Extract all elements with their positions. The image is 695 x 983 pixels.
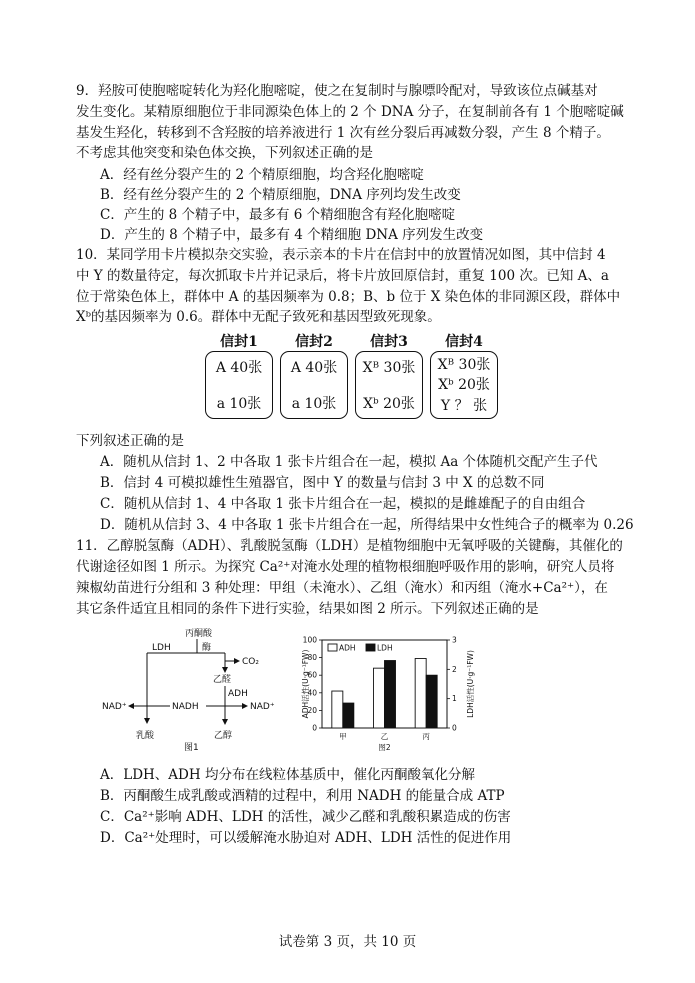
q11-stem-line-3: 辣椒幼苗进行分组和 3 种处理：甲组（未淹水）、乙组（淹水）和丙组（淹水+Ca²⁺），在 (76, 580, 608, 596)
q11-option-c: C．Ca²⁺影响 ADH、LDH 的活性，减少乙醛和乳酸积累造成的伤害 (100, 809, 511, 825)
q9-option-a: A．经有丝分裂产生的 2 个精原细胞，均含羟化胞嘧啶 (100, 167, 424, 183)
envelope-4 (430, 351, 498, 419)
nadh-label: NADH (172, 702, 199, 712)
nad-left-label: NAD⁺ (102, 702, 127, 712)
legend-label-adh: ADH (339, 643, 356, 653)
bar-adh-2 (374, 668, 385, 728)
envelope-3-card-2: Xᵇ 20张 (363, 396, 415, 412)
envelope-1-card-2: a 10张 (216, 396, 262, 412)
q9-option-b: B．经有丝分裂产生的 2 个精原细胞，DNA 序列均发生改变 (100, 187, 461, 203)
q10-stem-line-4: Xᵇ的基因频率为 0.6。群体中无配子致死和基因型致死现象。 (76, 309, 441, 325)
envelope-4-card-1: Xᴮ 30张 (437, 357, 491, 373)
q11-stem-line-2: 代谢途径如图 1 所示。为探究 Ca²⁺对淹水处理的植物根细胞呼吸作用的影响，研究人员将 (76, 559, 615, 575)
pyruvate-label: 丙酮酸 (185, 629, 213, 639)
envelope-1 (205, 351, 273, 419)
envelope-1-card-1: A 40张 (215, 360, 263, 376)
envelope-3 (355, 351, 423, 419)
q11-stem-line-4: 其它条件适宜且相同的条件下进行实验，结果如图 2 所示。下列叙述正确的是 (76, 601, 539, 617)
envelope-1-title: 信封1 (220, 334, 258, 350)
left-tick-label: 100 (302, 635, 317, 645)
enzyme-label: 酶 (202, 643, 212, 653)
envelope-2-card-1: A 40张 (290, 360, 338, 376)
page-footer: 试卷第 3 页，共 10 页 (278, 934, 417, 950)
left-tick-label: 20 (307, 705, 317, 715)
q9-option-c: C．产生的 8 个精子中，最多有 6 个精细胞含有羟化胞嘧啶 (100, 207, 456, 223)
q10-option-c: C．随机从信封 1、4 中各取 1 张卡片组合在一起，模拟的是雌雄配子的自由组合 (100, 496, 586, 512)
envelope-2-card-2: a 10张 (291, 396, 337, 412)
envelope-4-title: 信封4 (445, 334, 483, 350)
q9-stem-line-3: 基发生羟化，转移到不含羟胺的培养液进行 1 次有丝分裂后再减数分裂，产生 8 个精子。 (76, 125, 610, 141)
bar-ldh-1 (343, 703, 354, 728)
pathway-diagram (100, 626, 310, 754)
chart-bars (332, 658, 437, 728)
right-tick-label: 0 (452, 723, 457, 733)
ldh-label: LDH (152, 643, 171, 653)
q10-option-d: D．随机从信封 3、4 中各取 1 张卡片组合在一起，所得结果中女性纯合子的概率为 0.26 (100, 517, 634, 533)
acetaldehyde-label: 乙醛 (213, 675, 232, 685)
bar-adh-1 (332, 691, 343, 728)
q10-stem-line-1: 10．某同学用卡片模拟杂交实验，表示亲本的卡片在信封中的放置情况如图，其中信封 4 (76, 247, 606, 263)
category-label: 甲 (339, 732, 347, 741)
left-tick-label: 40 (307, 688, 317, 698)
legend-label-ldh: LDH (377, 643, 393, 653)
lactate-arrowhead (144, 718, 150, 724)
fig2-caption: 图2 (378, 743, 391, 752)
legend-swatch-ldh (366, 644, 375, 651)
right-tick-label: 1 (452, 694, 457, 704)
bar-ldh-2 (385, 661, 396, 728)
left-tick-label: 80 (307, 653, 317, 663)
envelope-4-card-3: Y ？ 张 (440, 398, 488, 414)
q11-stem-line-1: 11．乙醇脱氢酶（ADH）、乳酸脱氢酶（LDH）是植物细胞中无氧呼吸的关键酶，其催化的 (76, 538, 623, 554)
bar-ldh-3 (426, 675, 437, 728)
legend-swatch-adh (328, 644, 337, 651)
q11-option-a: A．LDH、ADH 均分布在线粒体基质中，催化丙酮酸氧化分解 (100, 767, 475, 783)
lactate-label: 乳酸 (136, 731, 155, 741)
right-tick-label: 2 (452, 664, 457, 674)
category-label: 丙 (422, 732, 430, 741)
envelope-2 (280, 351, 348, 419)
right-axis-title: LDH活性(U·g⁻¹FW) (466, 650, 475, 718)
bar-adh-3 (415, 658, 426, 728)
q9-stem-line-1: 9．羟胺可使胞嘧啶转化为羟化胞嘧啶，使之在复制时与腺嘌呤配对，导致该位点碱基对 (76, 83, 598, 99)
envelope-4-card-2: Xᵇ 20张 (438, 377, 490, 393)
right-tick-label: 3 (452, 635, 457, 645)
q10-option-b: B．信封 4 可模拟雄性生殖器官，图中 Y 的数量与信封 3 中 X 的总数不同 (100, 475, 545, 491)
adh-label: ADH (228, 689, 248, 699)
q11-option-d: D．Ca²⁺处理时，可以缓解淹水胁迫对 ADH、LDH 活性的促进作用 (100, 830, 512, 846)
q9-option-d: D．产生的 8 个精子中，最多有 4 个精细胞 DNA 序列发生改变 (100, 227, 484, 243)
q10-option-a: A．随机从信封 1、2 中各取 1 张卡片组合在一起，模拟 Aa 个体随机交配产生子代 (100, 454, 598, 470)
nad-right-arrowhead (242, 703, 248, 709)
q11-option-b: B．丙酮酸生成乳酸或酒精的过程中，利用 NADH 的能量合成 ATP (100, 788, 505, 804)
envelope-figure (200, 331, 500, 423)
left-axis-title: ADH活性(U·g⁻¹FW) (301, 649, 310, 719)
ethanol-label: 乙醇 (214, 731, 233, 741)
left-tick-label: 60 (307, 670, 317, 680)
envelope-2-title: 信封2 (295, 334, 333, 350)
envelope-3-card-1: Xᴮ 30张 (362, 360, 416, 376)
left-tick-label: 0 (312, 723, 317, 733)
q10-stem-line-2: 中 Y 的数量待定，每次抓取卡片并记录后，将卡片放回原信封，重复 100 次。已知 A、a (76, 268, 609, 284)
q10-stem-line-3: 位于常染色体上，群体中 A 的基因频率为 0.8；B、b 位于 X 染色体的非同源区段，群体中 (76, 289, 621, 305)
fig1-caption: 图1 (184, 743, 199, 753)
category-label: 乙 (380, 732, 389, 741)
q10-lead: 下列叙述正确的是 (76, 433, 184, 449)
ethanol-arrowhead (222, 719, 228, 725)
envelope-3-title: 信封3 (370, 334, 408, 350)
co2-arrowhead (234, 658, 240, 664)
q9-stem-line-4: 不考虑其他突变和染色体交换，下列叙述正确的是 (76, 145, 373, 161)
nad-right-label: NAD⁺ (250, 702, 275, 712)
q9-stem-line-2: 发生变化。某精原细胞位于非同源染色体上的 2 个 DNA 分子，在复制前各有 1 个胞嘧啶碱 (76, 104, 624, 120)
enzyme-activity-chart (300, 628, 480, 752)
acetaldehyde-arrowhead (222, 667, 228, 673)
co2-label: CO₂ (242, 657, 259, 667)
